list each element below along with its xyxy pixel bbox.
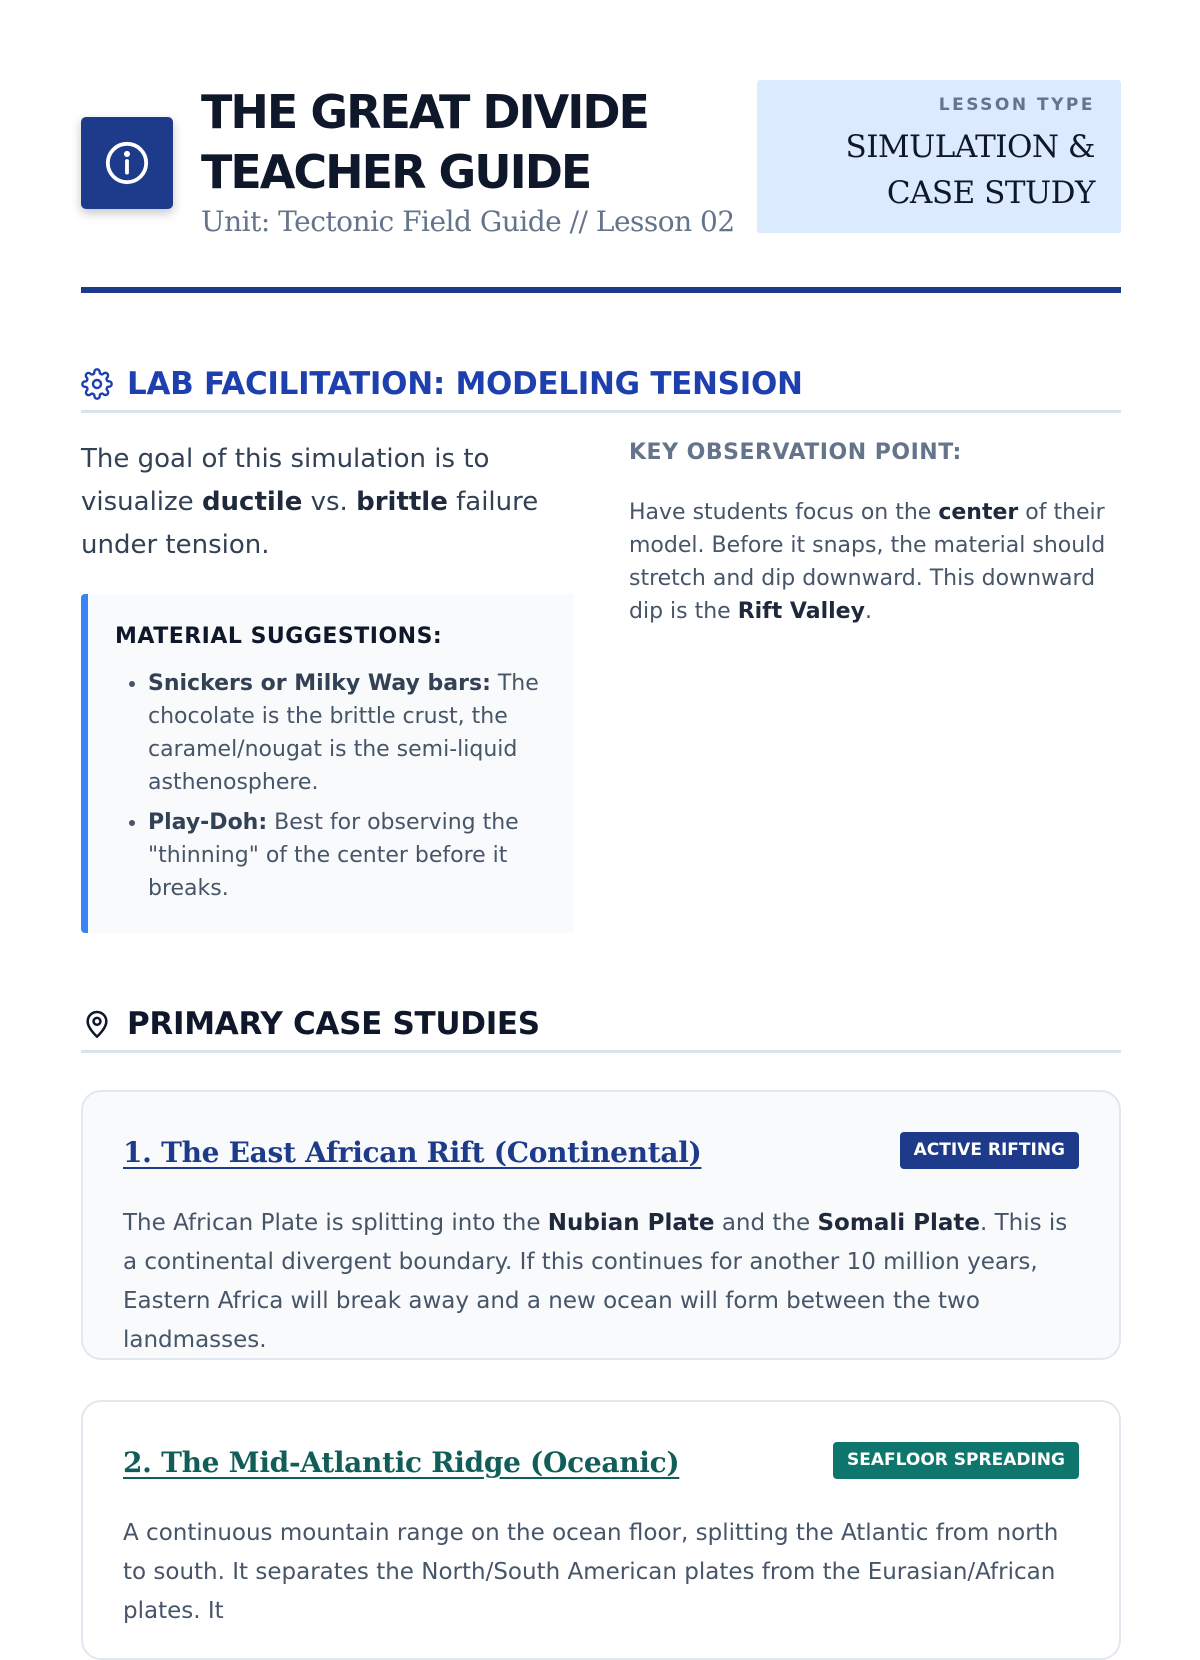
case-studies-section-header [81, 1000, 1121, 1053]
list-item [148, 667, 548, 799]
lab-intro-part: vs. [302, 487, 357, 517]
gear-icon [81, 368, 113, 400]
case-study-title-link[interactable]: 1. The East African Rift (Continental) [123, 1136, 702, 1169]
list-item-bold: Snickers or Milky Way bars: [148, 671, 491, 696]
case-study-body [123, 1514, 1083, 1631]
status-badge: SEAFLOOR SPREADING [833, 1442, 1079, 1479]
case-studies-section-title: PRIMARY CASE STUDIES [127, 1006, 540, 1042]
lesson-type-value-line2: CASE STUDY [886, 175, 1095, 211]
material-suggestions-title: MATERIAL SUGGESTIONS: [115, 624, 443, 649]
key-observation-text [629, 496, 1109, 628]
case-body-part: The African Plate is splitting into the [123, 1210, 548, 1236]
list-item-bold: Play-Doh: [148, 810, 268, 835]
list-item [148, 806, 548, 905]
lesson-type-value-line1: SIMULATION & [845, 129, 1095, 165]
header-divider [81, 287, 1121, 293]
lab-intro-part: The goal of this simulation is to visualize [81, 444, 490, 517]
case-study-title-link[interactable]: 2. The Mid-Atlantic Ridge (Oceanic) [123, 1446, 680, 1479]
page-title [201, 82, 761, 202]
lesson-type-label: LESSON TYPE [938, 95, 1095, 115]
list-item-text: Best for observing the "thinning" of the center before it breaks. [148, 810, 519, 901]
case-body-bold: Somali Plate [817, 1210, 980, 1236]
material-suggestions-list [115, 667, 548, 905]
case-body-part: A continuous mountain range on the ocean floor, splitting the Atlantic from north to south. It separates the North/South American plates from the Eurasian/African plates. It [123, 1520, 1059, 1624]
lab-intro-text [81, 438, 561, 567]
obs-text-part: Have students focus on the [629, 500, 939, 525]
list-item-text: The chocolate is the brittle crust, the caramel/nougat is the semi-liquid asthenosphere. [148, 671, 539, 795]
case-body-bold: Nubian Plate [547, 1210, 715, 1236]
lab-intro-bold: ductile [201, 487, 303, 517]
material-suggestions-box [81, 594, 574, 933]
lab-intro-bold: brittle [356, 487, 448, 517]
key-observation-label: KEY OBSERVATION POINT: [629, 440, 962, 465]
case-body-part: . This is a continental divergent boundary. If this continues for another 10 million years, Eastern Africa will break away and a new ocean will form between the two landmasses. [123, 1210, 1068, 1353]
lesson-type-value [757, 124, 1095, 216]
status-badge: ACTIVE RIFTING [900, 1132, 1079, 1169]
case-study-body [123, 1204, 1083, 1360]
case-study-card [81, 1400, 1121, 1660]
obs-text-bold: center [938, 500, 1019, 525]
page-title-line2: TEACHER GUIDE [201, 145, 591, 199]
info-icon [81, 117, 173, 209]
lab-section-title: LAB FACILITATION: MODELING TENSION [127, 366, 803, 402]
obs-text-bold: Rift Valley [737, 599, 865, 624]
lab-section-header [81, 360, 1121, 413]
page-subtitle: Unit: Tectonic Field Guide // Lesson 02 [201, 205, 735, 238]
page-header [81, 80, 1121, 250]
case-body-part: and the [714, 1210, 818, 1236]
obs-text-part: of their model. Before it snaps, the material should stretch and dip downward. This downward dip is the [629, 500, 1106, 624]
lab-intro-part: failure under tension. [81, 487, 539, 560]
lesson-type-box [757, 80, 1121, 233]
map-pin-icon [81, 1008, 113, 1040]
case-study-card [81, 1090, 1121, 1360]
page-title-line1: THE GREAT DIVIDE [201, 85, 648, 139]
obs-text-part: . [864, 599, 872, 624]
